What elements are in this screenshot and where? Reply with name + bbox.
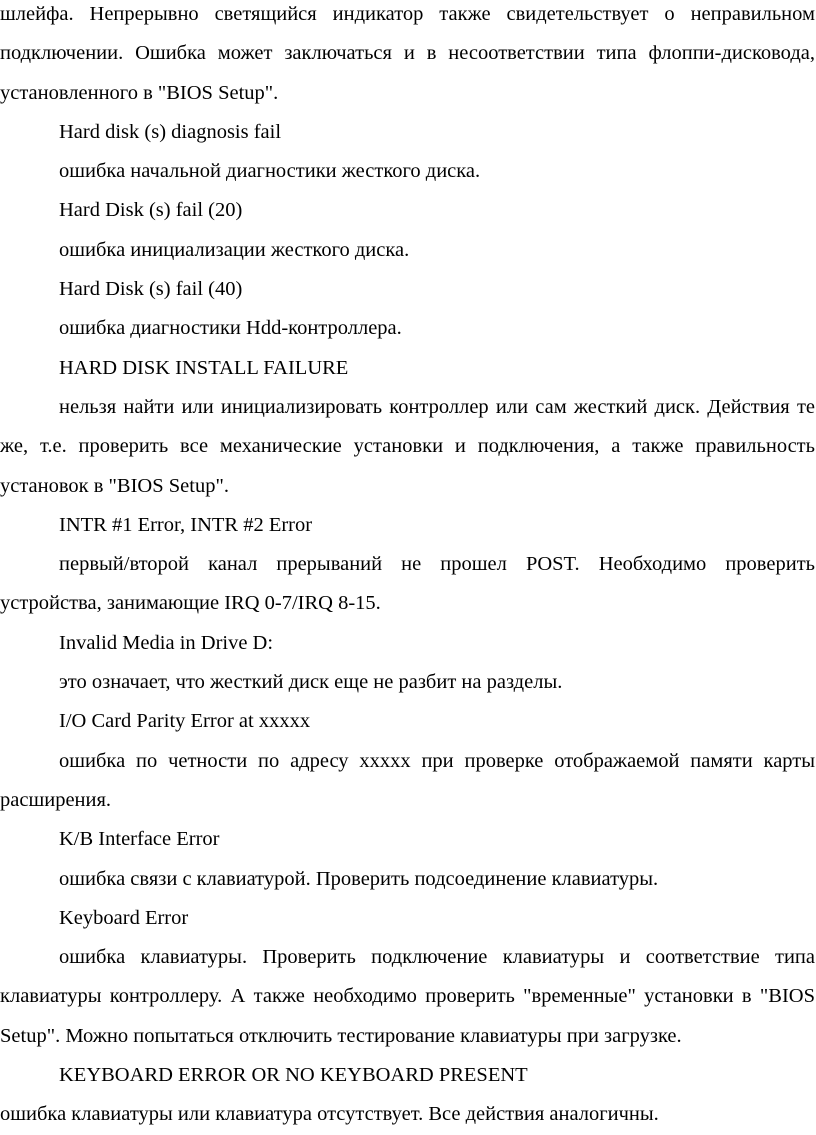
error-description: ошибка начальной диагностики жесткого диска. <box>59 160 481 183</box>
error-code-invalid-media: Invalid Media in Drive D: <box>59 631 274 654</box>
error-description: ошибка клавиатуры или клавиатура отсутствует. Все действия аналогичны. <box>0 1103 659 1126</box>
error-description: ошибка диагностики Hdd-контроллера. <box>59 317 402 340</box>
error-description: это означает, что жесткий диск еще не разбит на разделы. <box>59 671 563 694</box>
error-code-hard-disk-fail-20: Hard Disk (s) fail (20) <box>59 199 243 222</box>
error-code-intr-error: INTR #1 Error, INTR #2 Error <box>59 513 313 536</box>
error-description: ошибка по четности по адресу xxxxx при проверке отображаемой памяти карты расширения. <box>0 749 815 811</box>
error-description: нельзя найти или инициализировать контроллер или сам жесткий диск. Действия те же, т.е. проверить все механические установки и подключения, а также правильность установок в "BIOS Setup". <box>0 395 815 497</box>
error-code-hard-disk-install-failure: HARD DISK INSTALL FAILURE <box>59 356 349 379</box>
error-code-no-keyboard-present: KEYBOARD ERROR OR NO KEYBOARD PRESENT <box>59 1064 528 1087</box>
error-description: первый/второй канал прерываний не прошел POST. Необходимо проверить устройства, занимающие IRQ 0-7/IRQ 8-15. <box>0 553 815 615</box>
error-code-kb-interface: K/B Interface Error <box>59 828 220 851</box>
error-code-io-card-parity: I/O Card Parity Error at xxxxx <box>59 710 311 733</box>
error-code-keyboard-error: Keyboard Error <box>59 906 189 929</box>
error-description: ошибка клавиатуры. Проверить подключение клавиатуры и соответствие типа клавиатуры контроллеру. А также необходимо проверить "временные" установки в "BIOS Setup". Можно попытаться отключить тестирование клавиатуры при загрузке. <box>0 946 815 1047</box>
error-description: ошибка инициализации жесткого диска. <box>59 238 410 261</box>
paragraph-continuation: шлейфа. Непрерывно светящийся индикатор также свидетельствует о неправильном подключении. Ошибка может заключаться и в несоответствии типа флоппи-дисковода, установленного в "BIOS Setup". <box>0 3 815 104</box>
error-code-hard-disk-diagnosis-fail: Hard disk (s) diagnosis fail <box>59 120 282 143</box>
error-description: ошибка связи с клавиатурой. Проверить подсоединение клавиатуры. <box>59 867 659 890</box>
error-code-hard-disk-fail-40: Hard Disk (s) fail (40) <box>59 278 243 301</box>
